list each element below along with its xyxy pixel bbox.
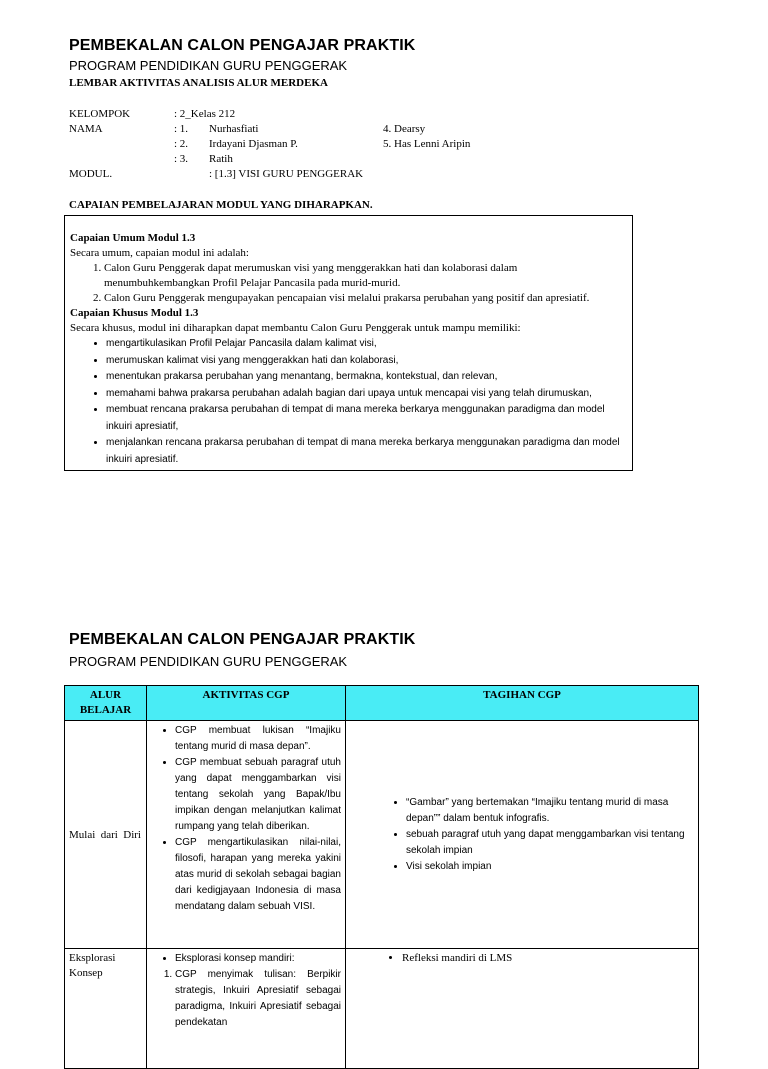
aktivitas-cell [147, 949, 346, 1069]
kelompok-value: : 2_Kelas 212 [174, 108, 236, 120]
page-title: PEMBEKALAN CALON PENGAJAR PRAKTIK [69, 37, 416, 54]
table-row [65, 949, 699, 1069]
member-no: : 1. [174, 123, 189, 135]
sheet-title: LEMBAR AKTIVITAS ANALISIS ALUR MERDEKA [69, 77, 328, 89]
list-item: • menentukan prakarsa perubahan yang menantang, bermakna, kontekstual, dan relevan, [106, 369, 625, 386]
capaian-khusus-title: Capaian Khusus Modul 1.3 [70, 307, 199, 319]
capaian-khusus-list [70, 336, 625, 468]
alur-label: Eksplorasi Konsep [69, 952, 116, 979]
modul-label: MODUL. [69, 168, 113, 180]
aktivitas-sublist [147, 967, 341, 1031]
capaian-umum-intro: Secara umum, capaian modul ini adalah: [70, 247, 249, 259]
list-item: • memahami bahwa prakarsa perubahan adalah bagian dari upaya untuk mencapai visi yang telah dirumuskan, [106, 386, 625, 403]
capaian-umum-title: Capaian Umum Modul 1.3 [70, 232, 196, 244]
list-item: • CGP membuat lukisan “Imajiku tentang murid di masa depan”. [175, 723, 341, 755]
alur-label: Mulai dari Diri [69, 828, 141, 841]
col-header-tagihan: TAGIHAN CGP [346, 686, 699, 721]
kelompok-label: KELOMPOK [69, 108, 131, 120]
col-header-aktivitas: AKTIVITAS CGP [147, 686, 346, 721]
list-item: • Refleksi mandiri di LMS [402, 950, 698, 966]
modul-value: : [1.3] VISI GURU PENGGERAK [209, 168, 364, 180]
alur-cell [65, 721, 147, 949]
list-item: • Visi sekolah impian [406, 859, 688, 875]
tagihan-cell [346, 949, 699, 1069]
list-item: • CGP membuat sebuah paragraf utuh yang dapat menggambarkan visi tentang sekolah yang Bapak/Ibu impikan dengan melanjutkan kalimat rumpang yang telah diberikan. [175, 755, 341, 835]
col-header-alur: ALUR BELAJAR [65, 686, 147, 721]
list-item: • “Gambar” yang bertemakan “Imajiku tentang murid di masa depan”” dalam bentuk infografis. [406, 795, 688, 827]
table-row [65, 721, 699, 949]
alur-table [64, 685, 699, 1069]
member-name: Irdayani Djasman P. [209, 138, 298, 150]
aktivitas-list [147, 723, 341, 915]
page-subtitle-2: PROGRAM PENDIDIKAN GURU PENGGERAK [69, 654, 348, 669]
member-name-right: 4. Dearsy [383, 123, 426, 135]
alur-cell [65, 949, 147, 1069]
capaian-heading: CAPAIAN PEMBELAJARAN MODUL YANG DIHARAPKAN. [69, 199, 373, 211]
capaian-umum-list [70, 261, 625, 306]
list-item: • membuat rencana prakarsa perubahan di tempat di mana mereka berkarya menggunakan paradigma dan model inkuiri apresiatif, [106, 402, 625, 435]
tagihan-list [346, 950, 698, 966]
page-title-2: PEMBEKALAN CALON PENGAJAR PRAKTIK [69, 631, 416, 648]
page-subtitle: PROGRAM PENDIDIKAN GURU PENGGERAK [69, 58, 348, 73]
table-header-row [65, 686, 699, 721]
list-item: • sebuah paragraf utuh yang dapat menggambarkan visi tentang sekolah impian [406, 827, 688, 859]
member-name-right: 5. Has Lenni Aripin [383, 138, 471, 150]
list-item: • Eksplorasi konsep mandiri: [175, 951, 341, 967]
list-item: 1. Calon Guru Penggerak dapat merumuskan visi yang menggerakkan hati dan kolaborasi dalam menumbuhkembangkan Profil Pelajar Pancasila pada murid-murid. [104, 261, 625, 291]
tagihan-list [346, 795, 688, 875]
member-name: Nurhasfiati [209, 123, 259, 135]
list-item: • menjalankan rencana prakarsa perubahan di tempat di mana mereka berkarya menggunakan paradigma dan model inkuiri apresiatif. [106, 435, 625, 468]
list-item: 1. CGP menyimak tulisan: Berpikir strategis, Inkuiri Apresiatif sebagai paradigma, Inkuiri Apresiatif sebagai pendekatan [175, 967, 341, 1031]
list-item: 2. Calon Guru Penggerak mengupayakan pencapaian visi melalui prakarsa perubahan yang positif dan apresiatif. [104, 291, 625, 306]
capaian-khusus-intro: Secara khusus, modul ini diharapkan dapat membantu Calon Guru Penggerak untuk mampu memiliki: [70, 322, 521, 334]
list-item: • merumuskan kalimat visi yang menggerakkan hati dan kolaborasi, [106, 353, 625, 370]
member-no: : 3. [174, 153, 189, 165]
list-item: • CGP mengartikulasikan nilai-nilai, filosofi, harapan yang mereka yakini atas murid di sekolah sebagai bagian dari kedigjayaan Indonesia di masa mendatang dalam sebuah VISI. [175, 835, 341, 915]
list-item: • mengartikulasikan Profil Pelajar Pancasila dalam kalimat visi, [106, 336, 625, 353]
nama-label: NAMA [69, 123, 103, 135]
aktivitas-cell [147, 721, 346, 949]
tagihan-cell [346, 721, 699, 949]
member-no: : 2. [174, 138, 189, 150]
member-name: Ratih [209, 153, 233, 165]
aktivitas-list [147, 951, 341, 967]
capaian-box [64, 215, 633, 471]
